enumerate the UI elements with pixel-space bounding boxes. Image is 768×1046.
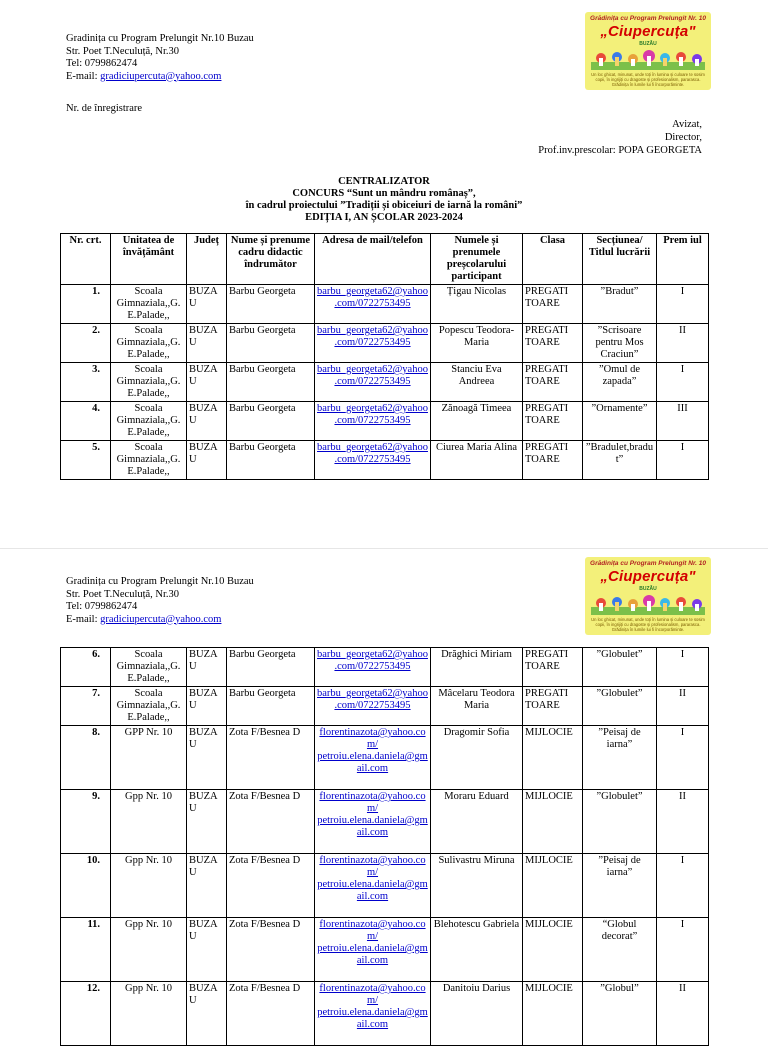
col-prize: Prem iul <box>657 234 709 285</box>
cell-county: BUZAU <box>187 918 227 982</box>
email-link[interactable]: florentinazota@yahoo.com/ petroiu.elena.daniela@gmail.com <box>317 855 428 902</box>
table-row <box>61 363 709 402</box>
email-link[interactable]: barbu_georgeta62@yahoo.com/0722753495 <box>317 403 428 426</box>
cell-nr: 9. <box>61 790 111 854</box>
email-link[interactable]: florentinazota@yahoo.com/ petroiu.elena.daniela@gmail.com <box>317 919 428 966</box>
cell-teacher: Barbu Georgeta <box>227 402 315 441</box>
cell-teacher: Zota F/Besnea D <box>227 790 315 854</box>
school-name: Gradinița cu Program Prelungit Nr.10 Buzau <box>66 33 254 44</box>
school-header-page-2 <box>66 576 254 626</box>
kindergarten-logo-page-2 <box>585 557 711 635</box>
cell-teacher: Barbu Georgeta <box>227 324 315 363</box>
logo-motto: Un loc ghicat, minunat, unde toți în lumina și culoare te sosim copii, în ingrijiți cu dragoste și profesionalism, pararasca. Grădinița în lumile lui fi încorporăminte. <box>591 72 705 87</box>
cell-title: ”Scrisoare pentru Mos Craciun” <box>583 324 657 363</box>
cell-nr: 2. <box>61 324 111 363</box>
results-table-page-1 <box>60 233 709 480</box>
registration-number: Nr. de înregistrare <box>66 103 143 114</box>
cell-prize: I <box>657 363 709 402</box>
cell-child: Popescu Teodora-Maria <box>431 324 523 363</box>
email-label: E-mail: <box>66 613 101 625</box>
cell-prize: I <box>657 285 709 324</box>
approval-line-1: Avizat, <box>672 119 702 130</box>
school-email-line <box>66 71 254 84</box>
cell-class: PREGATI TOARE <box>523 687 583 726</box>
cell-email <box>315 402 431 441</box>
cell-class: MIJLOCIE <box>523 790 583 854</box>
cell-unit: Gpp Nr. 10 <box>111 982 187 1046</box>
cell-county: BUZAU <box>187 324 227 363</box>
email-link[interactable]: barbu_georgeta62@yahoo.com/0722753495 <box>317 649 428 672</box>
table-row <box>61 687 709 726</box>
cell-teacher: Zota F/Besnea D <box>227 918 315 982</box>
kindergarten-logo <box>585 12 711 90</box>
cell-county: BUZAU <box>187 285 227 324</box>
email-link[interactable]: florentinazota@yahoo.com/ petroiu.elena.daniela@gmail.com <box>317 791 428 838</box>
school-phone: Tel: 0799862474 <box>66 601 138 612</box>
cell-email <box>315 285 431 324</box>
cell-email <box>315 854 431 918</box>
cell-title: ”Bradulet,bradut” <box>583 441 657 480</box>
document-page-1 <box>0 0 768 520</box>
cell-county: BUZAU <box>187 790 227 854</box>
cell-prize: I <box>657 854 709 918</box>
cell-county: BUZAU <box>187 402 227 441</box>
approval-block <box>538 118 702 157</box>
table-row <box>61 441 709 480</box>
cell-nr: 10. <box>61 854 111 918</box>
table-row <box>61 918 709 982</box>
table-row <box>61 648 709 687</box>
school-email-link[interactable]: gradiciupercuta@yahoo.com <box>100 70 222 82</box>
table-header-row <box>61 234 709 285</box>
cell-title: ”Globulet” <box>583 648 657 687</box>
cell-email <box>315 324 431 363</box>
cell-child: Danitoiu Darius <box>431 982 523 1046</box>
title-line-3: în cadrul proiectului ”Tradiții și obiceiuri de iarnă la români” <box>245 200 523 211</box>
cell-unit: Scoala Gimnaziala,,G. E.Palade,, <box>111 402 187 441</box>
email-link[interactable]: florentinazota@yahoo.com/ petroiu.elena.daniela@gmail.com <box>317 983 428 1030</box>
cell-teacher: Barbu Georgeta <box>227 441 315 480</box>
cell-email <box>315 918 431 982</box>
cell-class: PREGATI TOARE <box>523 648 583 687</box>
cell-class: MIJLOCIE <box>523 918 583 982</box>
logo-top-text: Grădinița cu Program Prelungit Nr. 10 <box>590 560 706 567</box>
results-table-page-2 <box>60 647 709 1046</box>
cell-nr: 5. <box>61 441 111 480</box>
cell-class: MIJLOCIE <box>523 982 583 1046</box>
cell-child: Blehotescu Gabriela <box>431 918 523 982</box>
cell-unit: GPP Nr. 10 <box>111 726 187 790</box>
cell-unit: Scoala Gimnaziala,,G. E.Palade,, <box>111 363 187 402</box>
cell-county: BUZAU <box>187 363 227 402</box>
cell-email <box>315 363 431 402</box>
cell-prize: II <box>657 687 709 726</box>
cell-title: ”Globulet” <box>583 790 657 854</box>
cell-teacher: Barbu Georgeta <box>227 285 315 324</box>
cell-nr: 12. <box>61 982 111 1046</box>
cell-unit: Scoala Gimnaziala,,G. E.Palade,, <box>111 441 187 480</box>
table-row <box>61 726 709 790</box>
email-link[interactable]: barbu_georgeta62@yahoo.com/0722753495 <box>317 688 428 711</box>
cell-nr: 4. <box>61 402 111 441</box>
col-email: Adresa de mail/telefon <box>315 234 431 285</box>
email-link[interactable]: barbu_georgeta62@yahoo.com/0722753495 <box>317 364 428 387</box>
cell-prize: III <box>657 402 709 441</box>
cell-child: Drăghici Miriam <box>431 648 523 687</box>
school-street: Str. Poet T.Neculuță, Nr.30 <box>66 588 180 600</box>
cell-unit: Gpp Nr. 10 <box>111 854 187 918</box>
cell-email <box>315 441 431 480</box>
cell-unit: Scoala Gimnaziala,,G. E.Palade,, <box>111 285 187 324</box>
school-street: Str. Poet T.Neculuță, Nr.30 <box>66 45 180 57</box>
cell-class: PREGATI TOARE <box>523 324 583 363</box>
cell-prize: II <box>657 790 709 854</box>
children-illustration-icon <box>591 48 705 70</box>
cell-title: ”Peisaj de iarna” <box>583 726 657 790</box>
col-child: Numele și prenumele preșcolarului participant <box>431 234 523 285</box>
cell-nr: 7. <box>61 687 111 726</box>
cell-title: ”Peisaj de iarna” <box>583 854 657 918</box>
col-title: Secțiunea/ Titlul lucrării <box>583 234 657 285</box>
document-page-2 <box>0 548 768 1030</box>
cell-class: MIJLOCIE <box>523 854 583 918</box>
cell-unit: Gpp Nr. 10 <box>111 790 187 854</box>
title-line-2: CONCURS “Sunt un mândru românaș”, <box>292 188 476 199</box>
col-nr: Nr. crt. <box>61 234 111 285</box>
cell-nr: 11. <box>61 918 111 982</box>
cell-teacher: Barbu Georgeta <box>227 363 315 402</box>
cell-prize: I <box>657 726 709 790</box>
cell-teacher: Barbu Georgeta <box>227 687 315 726</box>
cell-county: BUZAU <box>187 982 227 1046</box>
col-teacher: Nume și prenume cadru didactic îndrumător <box>227 234 315 285</box>
logo-top-text: Grădinița cu Program Prelungit Nr. 10 <box>590 15 706 22</box>
cell-email <box>315 687 431 726</box>
cell-teacher: Zota F/Besnea D <box>227 982 315 1046</box>
document-title <box>0 176 768 224</box>
col-county: Județ <box>187 234 227 285</box>
cell-child: Țigau Nicolas <box>431 285 523 324</box>
cell-nr: 8. <box>61 726 111 790</box>
cell-class: PREGATI TOARE <box>523 402 583 441</box>
school-header <box>66 33 254 83</box>
cell-child: Ciurea Maria Alina <box>431 441 523 480</box>
cell-prize: I <box>657 918 709 982</box>
cell-prize: I <box>657 441 709 480</box>
email-link[interactable]: florentinazota@yahoo.com/ petroiu.elena.daniela@gmail.com <box>317 727 428 774</box>
cell-child: Dragomir Sofia <box>431 726 523 790</box>
table-row <box>61 285 709 324</box>
cell-email <box>315 790 431 854</box>
table-row <box>61 790 709 854</box>
title-line-4: EDIȚIA I, AN ȘCOLAR 2023-2024 <box>305 212 463 223</box>
cell-child: Mâcelaru Teodora Maria <box>431 687 523 726</box>
email-link[interactable]: barbu_georgeta62@yahoo.com/0722753495 <box>317 325 428 348</box>
cell-teacher: Zota F/Besnea D <box>227 854 315 918</box>
logo-city: BUZĂU <box>639 41 657 47</box>
approval-line-2: Director, <box>664 132 702 143</box>
cell-class: PREGATI TOARE <box>523 285 583 324</box>
cell-county: BUZAU <box>187 726 227 790</box>
cell-email <box>315 726 431 790</box>
cell-title: “Globul decorat” <box>583 918 657 982</box>
cell-child: Stanciu Eva Andreea <box>431 363 523 402</box>
cell-title: ”Globul” <box>583 982 657 1046</box>
cell-unit: Scoala Gimnaziala,,G. E.Palade,, <box>111 324 187 363</box>
col-class: Clasa <box>523 234 583 285</box>
cell-prize: II <box>657 982 709 1046</box>
cell-nr: 1. <box>61 285 111 324</box>
school-email-link[interactable]: gradiciupercuta@yahoo.com <box>100 613 222 625</box>
title-line-1: CENTRALIZATOR <box>338 176 430 187</box>
cell-class: PREGATI TOARE <box>523 441 583 480</box>
cell-class: PREGATI TOARE <box>523 363 583 402</box>
cell-unit: Scoala Gimnaziala,,G. E.Palade,, <box>111 648 187 687</box>
cell-email <box>315 648 431 687</box>
email-label: E-mail: <box>66 70 101 82</box>
cell-county: BUZAU <box>187 441 227 480</box>
table-row <box>61 982 709 1046</box>
logo-name: „Ciupercuța" <box>600 568 696 585</box>
cell-county: BUZAU <box>187 648 227 687</box>
school-email-line <box>66 614 254 627</box>
cell-child: Moraru Eduard <box>431 790 523 854</box>
logo-name: „Ciupercuța" <box>600 23 696 40</box>
cell-unit: Gpp Nr. 10 <box>111 918 187 982</box>
logo-city: BUZĂU <box>639 586 657 592</box>
children-illustration-icon <box>591 593 705 615</box>
cell-child: Zănoagă Timeea <box>431 402 523 441</box>
cell-county: BUZAU <box>187 854 227 918</box>
cell-title: ”Globulet” <box>583 687 657 726</box>
cell-prize: II <box>657 324 709 363</box>
cell-county: BUZAU <box>187 687 227 726</box>
cell-class: MIJLOCIE <box>523 726 583 790</box>
cell-prize: I <box>657 648 709 687</box>
cell-title: ”Bradut” <box>583 285 657 324</box>
cell-unit: Scoala Gimnaziala,,G. E.Palade,, <box>111 687 187 726</box>
table-row <box>61 324 709 363</box>
logo-motto: Un loc ghicat, minunat, unde toți în lumina și culoare te sosim copii, în ingrijiți cu dragoste și profesionalism, pararasca. Grădinița în lumile lui fi încorporăminte. <box>591 617 705 632</box>
cell-title: ”Ornamente” <box>583 402 657 441</box>
cell-email <box>315 982 431 1046</box>
approval-line-3: Prof.inv.prescolar: POPA GEORGETA <box>538 145 702 156</box>
cell-teacher: Barbu Georgeta <box>227 648 315 687</box>
cell-nr: 6. <box>61 648 111 687</box>
school-name: Gradinița cu Program Prelungit Nr.10 Buzau <box>66 576 254 587</box>
email-link[interactable]: barbu_georgeta62@yahoo.com/0722753495 <box>317 442 428 465</box>
cell-nr: 3. <box>61 363 111 402</box>
col-unit: Unitatea de învățământ <box>111 234 187 285</box>
table-row <box>61 402 709 441</box>
cell-teacher: Zota F/Besnea D <box>227 726 315 790</box>
table-row <box>61 854 709 918</box>
email-link[interactable]: barbu_georgeta62@yahoo.com/0722753495 <box>317 286 428 309</box>
cell-title: ”Omul de zapada” <box>583 363 657 402</box>
school-phone: Tel: 0799862474 <box>66 58 138 69</box>
cell-child: Sulivastru Miruna <box>431 854 523 918</box>
